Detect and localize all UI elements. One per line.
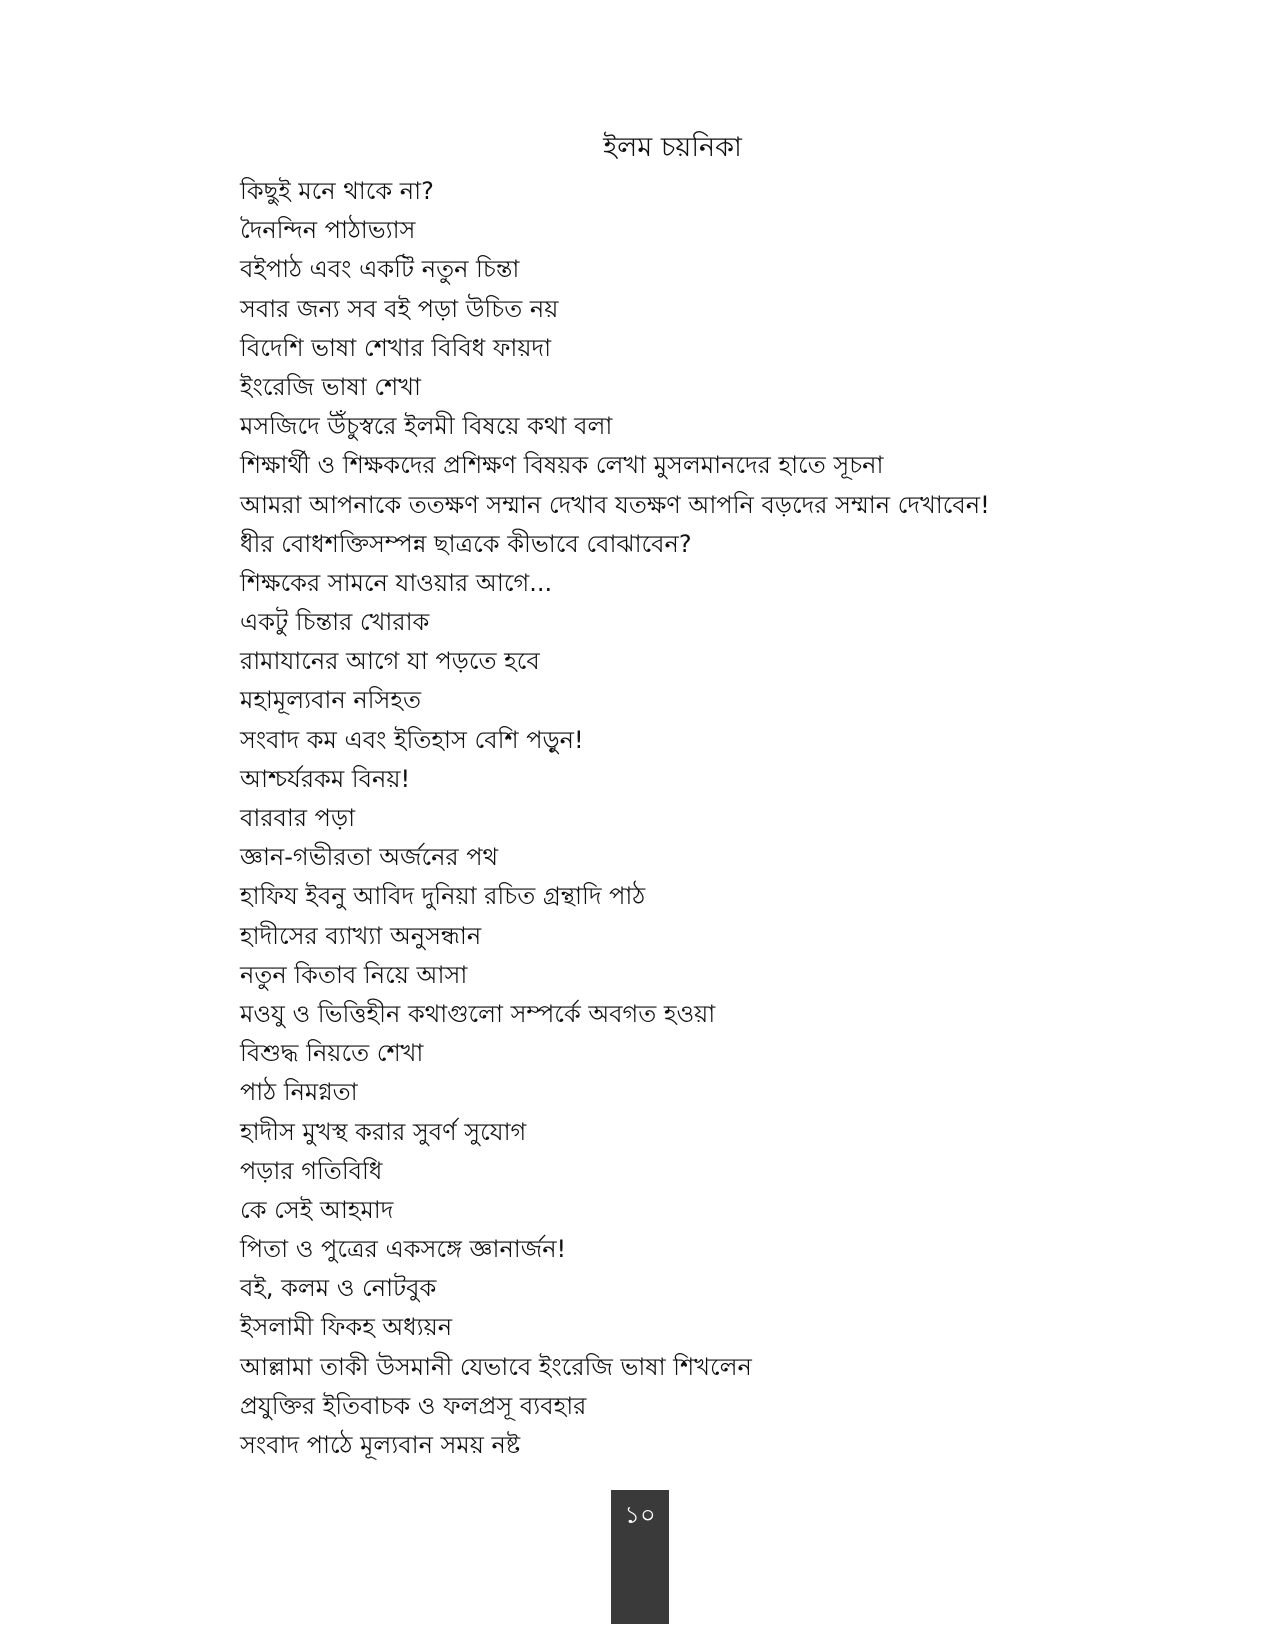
toc-item: বারবার পড়া [240, 804, 356, 832]
toc-item: হাফিয ইবনু আবিদ দুনিয়া রচিত গ্রন্থাদি পাঠ [240, 882, 646, 911]
toc-item: আশ্চর্যরকম বিনয়! [240, 764, 411, 793]
toc-item: বিশুদ্ধ নিয়তে শেখা [240, 1039, 424, 1068]
toc-list [240, 172, 1140, 1465]
toc-item: সংবাদ পাঠে মূল্যবান সময় নষ্ট [240, 1431, 521, 1459]
toc-item: বইপাঠ এবং একটি নতুন চিন্তা [240, 255, 520, 284]
toc-item: প্রযুক্তির ইতিবাচক ও ফলপ্রসূ ব্যবহার [240, 1391, 587, 1420]
toc-item: আল্লামা তাকী উসমানী যেভাবে ইংরেজি ভাষা শিখলেন [240, 1352, 752, 1381]
toc-item: বিদেশি ভাষা শেখার বিবিধ ফায়দা [240, 333, 552, 362]
page-number-tab [611, 1490, 669, 1624]
page-number: ১০ [624, 1501, 656, 1529]
toc-item: বই, কলম ও নোটবুক [240, 1274, 437, 1303]
toc-item: কে সেই আহমাদ [240, 1195, 394, 1224]
toc-item: সবার জন্য সব বই পড়া উচিত নয় [240, 294, 559, 323]
toc-item: ইসলামী ফিকহ অধ্যয়ন [240, 1313, 453, 1342]
toc-item: পড়ার গতিবিধি [240, 1156, 383, 1185]
toc-item: মওযু ও ভিত্তিহীন কথাগুলো সম্পর্কে অবগত হওয়া [240, 999, 716, 1028]
toc-item: একটু চিন্তার খোরাক [240, 608, 430, 637]
toc-item: নতুন কিতাব নিয়ে আসা [240, 960, 468, 989]
toc-item: মসজিদে উঁচুস্বরে ইলমী বিষয়ে কথা বলা [240, 412, 613, 441]
toc-item: কিছুই মনে থাকে না? [240, 177, 434, 205]
toc-item: ইংরেজি ভাষা শেখা [240, 372, 421, 401]
toc-item: পিতা ও পুত্রের একসঙ্গে জ্ঞানার্জন! [240, 1235, 567, 1264]
toc-item: হাদীস মুখস্থ করার সুবর্ণ সুযোগ [240, 1117, 527, 1146]
toc-item: জ্ঞান-গভীরতা অর্জনের পথ [240, 843, 499, 872]
page-title: ইলম চয়নিকা [603, 132, 742, 163]
toc-item: হাদীসের ব্যাখ্যা অনুসন্ধান [240, 921, 482, 950]
toc-item: শিক্ষার্থী ও শিক্ষকদের প্রশিক্ষণ বিষয়ক লেখা মুসলমানদের হাতে সূচনা [240, 451, 884, 480]
toc-item: শিক্ষকের সামনে যাওয়ার আগে... [240, 568, 553, 597]
toc-item: আমরা আপনাকে ততক্ষণ সম্মান দেখাব যতক্ষণ আপনি বড়দের সম্মান দেখাবেন! [240, 490, 990, 519]
toc-item: রামাযানের আগে যা পড়তে হবে [240, 647, 540, 676]
toc-item: সংবাদ কম এবং ইতিহাস বেশি পড়ুন! [240, 725, 584, 754]
toc-item: পাঠ নিমগ্নতা [240, 1078, 358, 1107]
toc-item: মহামূল্যবান নসিহত [240, 686, 421, 715]
toc-item: ধীর বোধশক্তিসম্পন্ন ছাত্রকে কীভাবে বোঝাবেন? [240, 529, 692, 558]
toc-item: দৈনন্দিন পাঠাভ্যাস [240, 216, 416, 245]
